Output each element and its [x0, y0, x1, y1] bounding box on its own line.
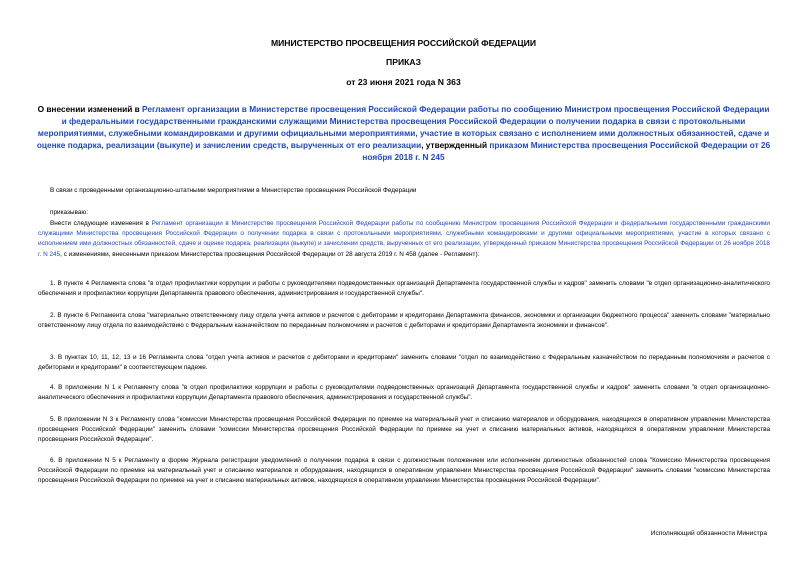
main-paragraph [38, 219, 770, 260]
signature-line: Исполняющий обязанности Министра [650, 530, 767, 537]
intro-paragraph: В связи с проведенными организационно-штатными мероприятиями в Министерстве просвещения Российской Федерации [50, 187, 417, 194]
title-regulation-link[interactable]: Регламент организации в Министерстве просвещения Российской Федерации работы по сообщению Министром просвещения Российской Федерации и федеральными государственными гражданскими служащими Министерства просвещения Российской Федерации о получении подарка в связи с протокольными мероприятиями, служебными командировками и другими официальными мероприятиями, участие в которых связано с исполнением ими должностных обязанностей, сдаче и оценке подарка, реализации (выкупе) и зачислении средств, вырученных от его реализации [36, 104, 770, 150]
list-item-4: 4. В приложении N 1 к Регламенту слова "в отдел профилактики коррупции и работы с руководителями подведомственных организаций Департамента государственной службы и кадров" заменить словами "в отдел организационно-аналитического обеспечения и профилактики коррупции Департамента правового обеспечения, администрирования и государственной службы". [38, 384, 770, 402]
main-post: , с изменениями, внесенными приказом Министерства просвещения Российской Федерации от 28 августа 2019 г. N 458 (далее - Регламент): [60, 250, 480, 258]
doc-type-heading: ПРИКАЗ [386, 57, 421, 67]
order-title [36, 103, 771, 163]
title-order-link[interactable]: приказом Министерства просвещения Российской Федерации от 26 ноября 2018 г. N 245 [362, 140, 771, 162]
list-item-2: 2. В пункте 6 Регламента слова "материально ответственному лицу отдела учета активов и расчетов с дебиторами и кредиторами Департамента финансов, экономики и организации бюджетного процесса" заменить словами "материально ответственному лицу отдела по взаимодействию с Федеральным казначейством по переданным полномочиям и расчетов с дебиторами и кредиторами Департамента экономики и финансов". [38, 312, 770, 330]
list-item-5: 5. В приложении N 3 к Регламенту слова "комиссии Министерства просвещения Российской Федерации по приемке на материальный учет и списанию материалов и оборудования, находящихся в оперативном управлении Министерства просвещения Российской Федерации" заменить словами "комиссии Министерства просвещения Российской Федерации по приемке на учет и списанию материальных активов, находящихся в оперативном управлении Министерства просвещения Российской Федерации". [38, 416, 770, 444]
list-item-6: 6. В приложении N 5 к Регламенту в форме Журнала регистрации уведомлений о получении подарка в связи с должностным положением или исполнением должностных обязанностей слова "Комиссию Министерства просвещения Российской Федерации по приемке на материальный учет и списанию материалов и оборудования, находящихся в оперативном управлении Министерства просвещения Российской Федерации" заменить словами "комиссию Министерства просвещения Российской Федерации по приемке на учет и списанию материальных активов, находящихся в оперативном управлении Министерства просвещения Российской Федерации". [38, 457, 770, 485]
regulation-link[interactable]: Регламент организации в Министерстве просвещения Российской Федерации работы по сообщению Министром просвещения Российской Федерации и федеральными государственными гражданскими служащими Министерства просвещения Российской Федерации о получении подарка в связи с протокольными мероприятиями, служебными командировками и другими официальными мероприятиями, участие в которых связано с исполнением ими должностных обязанностей, сдаче и оценке подарка, реализации (выкупе) и зачислении средств, вырученных от его реализации, утвержденный приказом Министерства просвещения Российской Федерации от 26 ноября 2018 г. N 245 [38, 220, 770, 258]
ministry-heading: МИНИСТЕРСТВО ПРОСВЕЩЕНИЯ РОССИЙСКОЙ ФЕДЕРАЦИИ [270, 38, 537, 48]
title-lead: О внесении изменений в [37, 104, 143, 114]
list-item-3: 3. В пунктах 10, 11, 12, 13 и 16 Регламента слова "отдел учета активов и расчетов с дебиторами и кредиторами" заменить словами "отдел по взаимодействию с Федеральным казначейством по переданным полномочиям и расчетов с дебиторами и кредиторами" в соответствующем падеже. [38, 354, 770, 372]
date-number-heading: от 23 июня 2021 года N 363 [346, 77, 461, 87]
order-word: приказываю: [50, 209, 88, 216]
main-pre: Внести следующие изменения в [50, 220, 152, 227]
list-item-1: 1. В пункте 4 Регламента слова "в отдел профилактики коррупции и работы с руководителями подведомственных организаций Департамента государственной службы и кадров" заменить словами "в отдел организационно-аналитического обеспечения и профилактики коррупции Департамента правового обеспечения, администрирования и государственной службы". [38, 280, 770, 298]
title-mid: , утвержденный [421, 140, 490, 150]
